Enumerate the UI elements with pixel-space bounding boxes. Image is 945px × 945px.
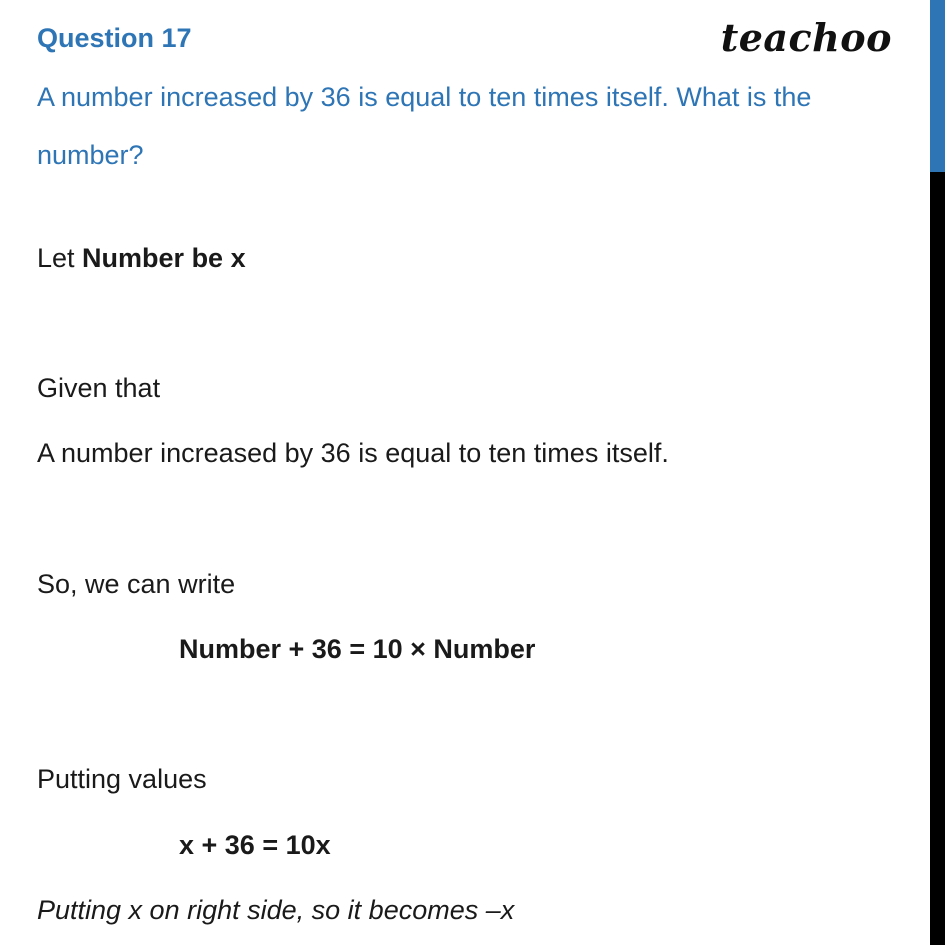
question-text-line-2: number?	[37, 140, 144, 170]
equation-words: Number + 36 = 10 × Number	[179, 634, 536, 664]
let-statement	[37, 241, 246, 275]
right-rail-accent	[930, 0, 945, 172]
teachoo-logo: teachoo	[720, 15, 892, 60]
step-note: Putting x on right side, so it becomes –x	[37, 895, 515, 925]
putting-label: Putting values	[37, 764, 207, 794]
given-statement: A number increased by 36 is equal to ten times itself.	[37, 438, 669, 468]
right-rail	[930, 0, 945, 945]
equation-x: x + 36 = 10x	[179, 830, 331, 860]
question-text-line-1: A number increased by 36 is equal to ten times itself. What is the	[37, 82, 812, 112]
let-prefix: Let	[37, 243, 83, 273]
let-variable: Number be x	[82, 243, 246, 273]
question-heading: Question 17	[37, 23, 192, 53]
so-label: So, we can write	[37, 569, 236, 599]
given-label: Given that	[37, 373, 161, 403]
